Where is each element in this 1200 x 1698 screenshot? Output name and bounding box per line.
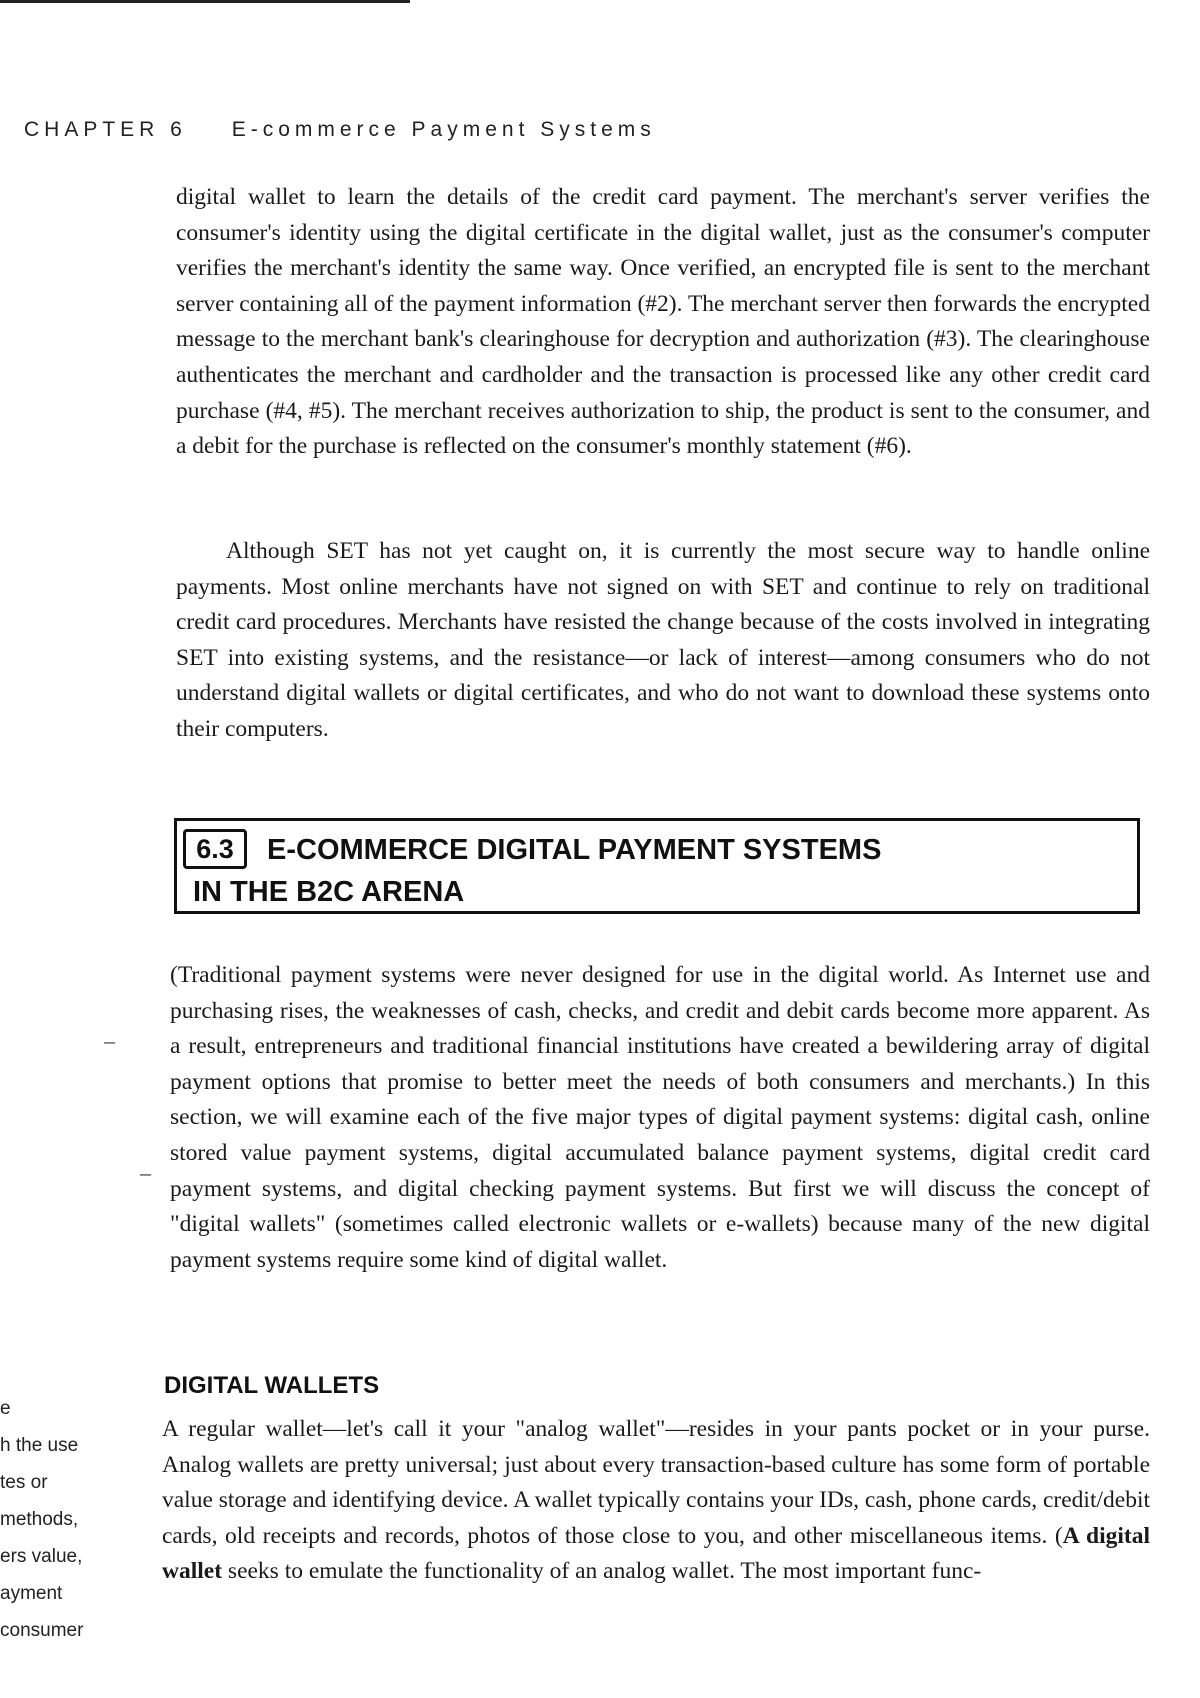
margin-note: e h the use tes or methods, ers value, ayment consumer [0,1398,84,1641]
paragraph-set-process: digital wallet to learn the details of the credit card payment. The merchant's server verifies the consumer's identity using the digital certificate in the digital wallet, just as the consumer's computer verifies the merchant's identity the same way. Once verified, an encrypted file is sent to the merchant server containing all of the payment information (#2). The merchant server then forwards the encrypted message to the merchant bank's clearinghouse for decryption and authorization (#3). The clearinghouse authenticates the merchant and cardholder and the transaction is processed like any other credit card purchase (#4, #5). The merchant receives authorization to ship, the product is sent to the consumer, and a debit for the purchase is reflected on the consumer's monthly statement (#6). [176,184,1150,460]
subheading-digital-wallets: DIGITAL WALLETS [164,1372,380,1399]
chapter-label: CHAPTER 6 [24,118,187,141]
margin-mark: – [104,1028,115,1053]
section-title [183,829,1083,913]
paragraph-set-adoption: Although SET has not yet caught on, it is currently the most secure way to handle online payments. Most online merchants have not signed on with SET and continue to rely on traditional credit card procedures. Merchants have resisted the change because of the costs involved in integrating SET into existing systems, and the resistance—or lack of interest—among consumers who do not understand digital wallets or digital certificates, and who do not want to download these systems onto their computers. [176,538,1150,742]
section-number: 6.3 [183,829,247,869]
margin-mark: – [140,1160,151,1185]
chapter-title: E-commerce Payment Systems [231,118,656,141]
section-title-line2: IN THE B2C ARENA [193,876,465,908]
section-title-line1: E-COMMERCE DIGITAL PAYMENT SYSTEMS [267,834,882,866]
paragraph-digital-wallets-end: seeks to emulate the functionality of an analog wallet. The most important func- [222,1558,982,1585]
paragraph-digital-wallets-start: A regular wallet—let's call it your "analog wallet"—resides in your pants pocket or in your purse. Analog wallets are pretty universal; just about every transaction-based culture has some form of portable value storage and identifying device. A wallet typically contains your IDs, cash, phone cards, credit/debit cards, old receipts and records, photos of those close to you, and other miscellaneous items. ( [162,1416,1151,1549]
top-rule [0,0,410,3]
paragraph-digital-payments-intro: (Traditional payment systems were never designed for use in the digital world. As Internet use and purchasing rises, the weaknesses of cash, checks, and credit and debit cards become more apparent. As a result, entrepreneurs and traditional financial institutions have created a bewildering array of digital payment options that promise to better meet the needs of both consumers and merchants.) In this section, we will examine each of the five major types of digital payment systems: digital cash, online stored value payment systems, digital accumulated balance payment systems, digital credit card payment systems, and digital checking payment systems. But first we will discuss the concept of "digital wallets" (sometimes called electronic wallets or e-wallets) because many of the new digital payment systems require some kind of digital wallet. [170,962,1150,1273]
running-head [24,118,656,142]
term-digital-wallet: A digital wallet [162,1522,1150,1585]
paragraph-digital-wallets [162,1412,1150,1590]
section-heading-box [174,818,1140,914]
